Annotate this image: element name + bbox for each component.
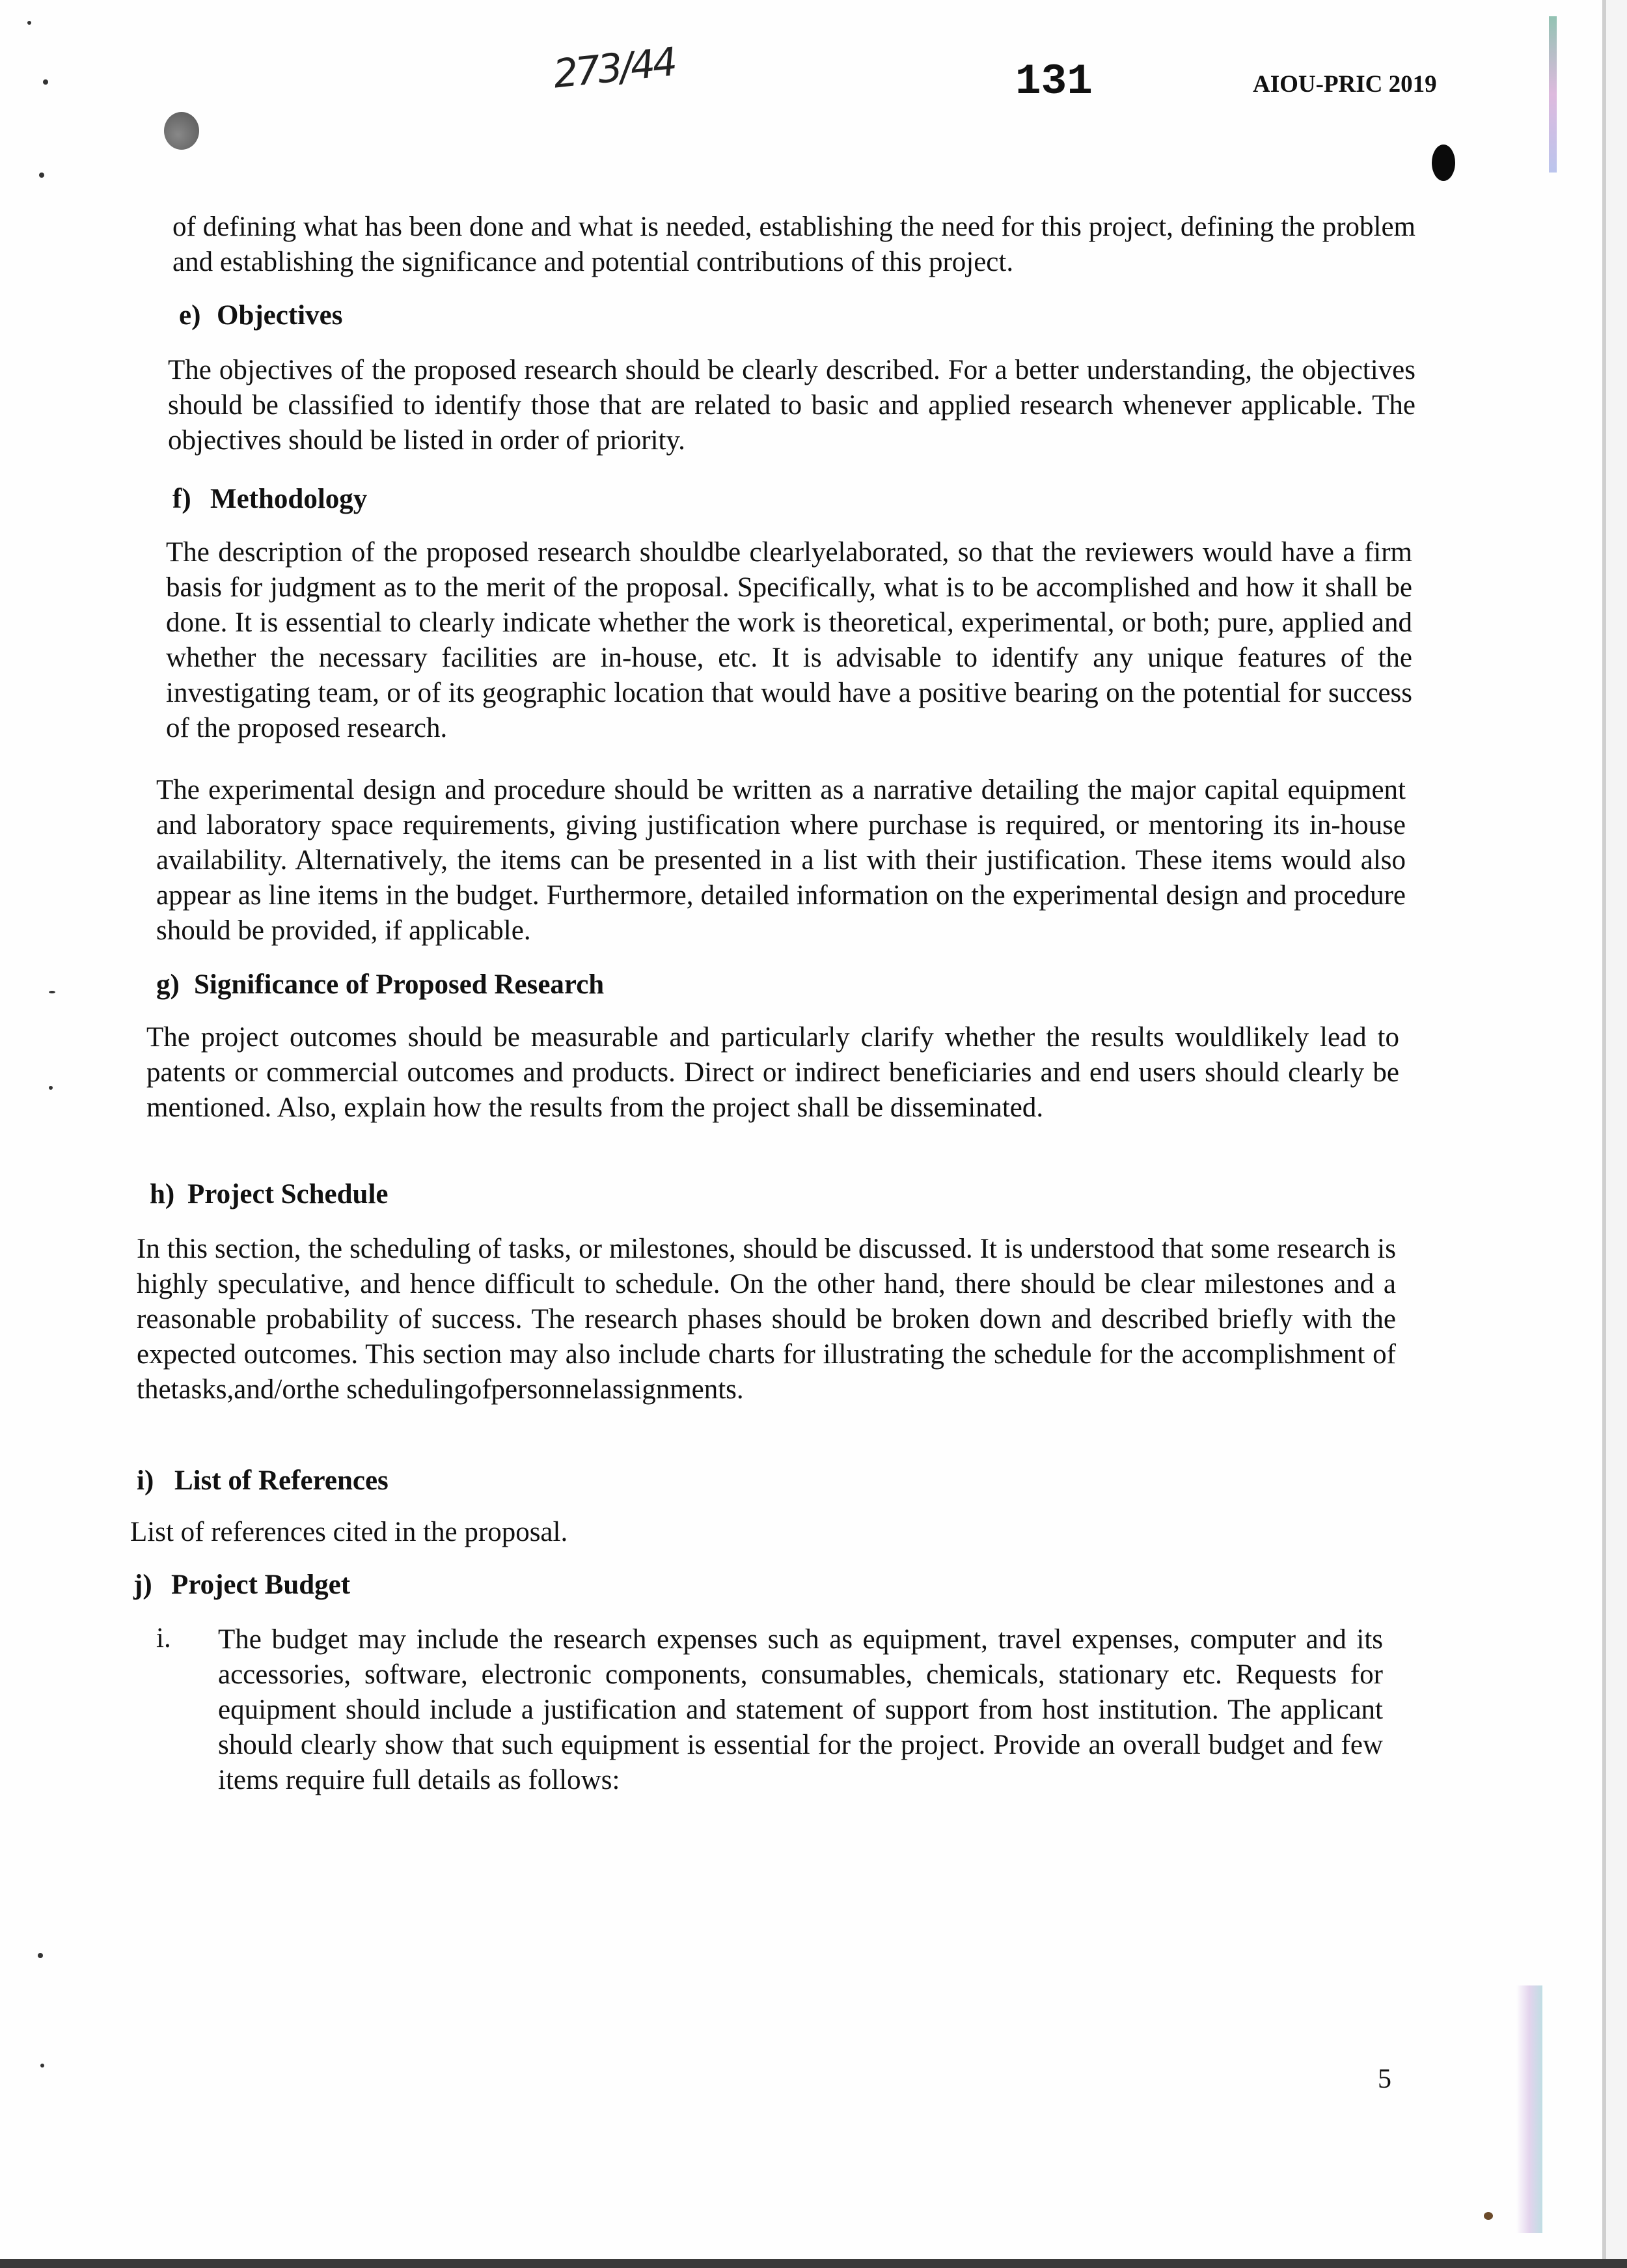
section-title: Objectives bbox=[217, 300, 343, 331]
section-heading-references bbox=[137, 1465, 389, 1497]
scanner-margin bbox=[1606, 0, 1627, 2268]
section-title: Significance of Proposed Research bbox=[194, 969, 605, 1000]
speck-mark bbox=[39, 173, 44, 178]
speck-mark bbox=[49, 991, 55, 993]
section-heading-objectives bbox=[179, 299, 342, 331]
section-marker: e) bbox=[179, 300, 201, 331]
section-heading-budget bbox=[133, 1569, 350, 1601]
page-number: 5 bbox=[1378, 2064, 1391, 2094]
list-item-marker: i. bbox=[156, 1623, 171, 1653]
stamp-number: 131 bbox=[1015, 57, 1093, 106]
ink-dot-mark bbox=[1432, 145, 1455, 181]
section-heading-schedule bbox=[150, 1178, 389, 1210]
section-marker: f) bbox=[172, 484, 191, 514]
speck-mark bbox=[49, 1086, 53, 1090]
schedule-paragraph: In this section, the scheduling of tasks, or milestones, should be discussed. It is understood that some research is highly speculative, and hence difficult to schedule. On the other hand, there should be clear milestones and a reasonable probability of success. The research phases should be broken down and described briefly with the expected outcomes. This section may also include charts for illustrating the schedule for the accomplishment of thetasks,and/orthe schedulingofpersonnelassignments. bbox=[137, 1234, 1396, 1405]
references-paragraph: List of references cited in the proposal. bbox=[130, 1517, 568, 1547]
speck-mark bbox=[43, 79, 48, 85]
section-marker: i) bbox=[137, 1465, 154, 1496]
intro-paragraph: of defining what has been done and what is needed, establishing the need for this project, defining the problem and establishing the significance and potential contributions of this project. bbox=[172, 212, 1415, 277]
section-title: Methodology bbox=[210, 484, 368, 514]
methodology-paragraph-1: The description of the proposed research shouldbe clearlyelaborated, so that the reviewers would have a firm basis for judgment as to the merit of the proposal. Specifically, what is to be accomplished and how it shall be done. It is essential to clearly indicate whether the work is theoretical, experimental, or both; pure, applied and whether the necessary facilities are in-house, etc. It is advisable to identify any unique features of the investigating team, or of its geographic location that would have a positive bearing on the potential for success of the proposed research. bbox=[166, 537, 1412, 743]
speck-mark bbox=[40, 2064, 44, 2067]
speck-mark bbox=[38, 1953, 43, 1958]
section-heading-significance bbox=[156, 969, 604, 1001]
objectives-paragraph: The objectives of the proposed research should be clearly described. For a better understanding, the objectives should be classified to identify those that are related to basic and applied research whenever applicable. The objectives should be listed in order of priority. bbox=[168, 355, 1415, 456]
section-marker: h) bbox=[150, 1179, 175, 1210]
organization-label: AIOU-PRIC 2019 bbox=[1253, 71, 1437, 98]
methodology-paragraph-2: The experimental design and procedure should be written as a narrative detailing the major capital equipment and laboratory space requirements, giving justification where purchase is required, or mentoring its in-house availability. Alternatively, the items can be presented in a list with their justification. These items would also appear as line items in the budget. Furthermore, detailed information on the experimental design and procedure should be provided, if applicable. bbox=[156, 775, 1406, 946]
page-bottom-edge bbox=[0, 2259, 1627, 2268]
section-heading-methodology bbox=[172, 483, 367, 515]
section-title: List of References bbox=[174, 1465, 389, 1496]
scan-artifact-top bbox=[1549, 16, 1557, 173]
significance-paragraph: The project outcomes should be measurable and particularly clarify whether the results wouldlikely lead to patents or commercial outcomes and products. Direct or indirect beneficiaries and end users should clearly be mentioned. Also, explain how the results from the project shall be disseminated. bbox=[146, 1022, 1399, 1123]
speck-mark bbox=[27, 21, 31, 25]
scan-artifact bbox=[1516, 1985, 1542, 2233]
handwritten-reference: 273/44 bbox=[551, 39, 677, 98]
section-marker: g) bbox=[156, 969, 180, 1000]
section-title: Project Schedule bbox=[187, 1179, 389, 1210]
punch-hole-mark bbox=[164, 112, 199, 150]
section-marker: j) bbox=[133, 1570, 152, 1600]
budget-list-item: The budget may include the research expenses such as equipment, travel expenses, computer and its accessories, software, electronic components, consumables, chemicals, stationary etc. Requests for equipment should include a justification and statement of support from host institution. The applicant should clearly show that such equipment is essential for the project. Provide an overall budget and few items require full details as follows: bbox=[218, 1624, 1383, 1795]
speck-mark bbox=[1484, 2212, 1493, 2220]
section-title: Project Budget bbox=[171, 1570, 351, 1600]
